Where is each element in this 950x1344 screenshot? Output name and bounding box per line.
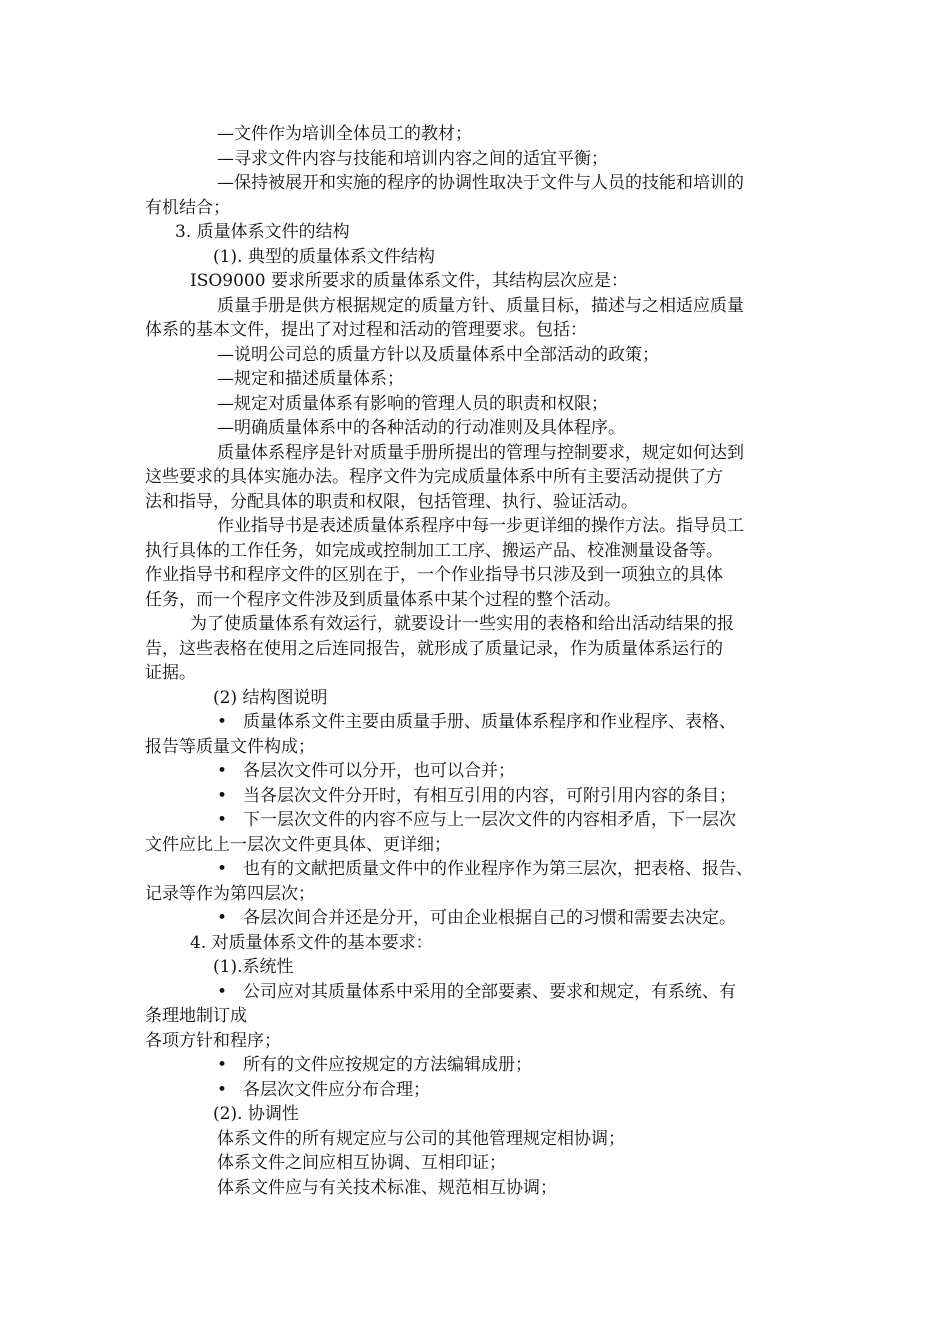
bullet-icon: •	[217, 712, 228, 732]
bullet-text: 也有的文献把质量文件中的作业程序作为第三层次，把表格、报告、	[243, 859, 753, 879]
text-line: 记录等作为第四层次；	[145, 883, 315, 904]
document-body	[145, 122, 810, 1200]
bullet-line	[145, 1078, 810, 1103]
bullet-text: 各层次文件可以分开，也可以合并；	[243, 761, 515, 781]
bullet-line	[145, 906, 810, 931]
bullet-icon: •	[217, 810, 228, 830]
bullet-icon: •	[217, 761, 228, 781]
bullet-icon: •	[217, 1079, 228, 1100]
text-line: 体系文件之间应相互协调、互相印证；	[217, 1153, 506, 1173]
text-line: 质量手册是供方根据规定的质量方针、质量目标，描述与之相适应质量	[217, 295, 744, 316]
bullet-line	[145, 710, 810, 735]
text-line: 条理地制订成	[145, 1006, 247, 1026]
text-line: —保持被展开和实施的程序的协调性取决于文件与人员的技能和培训的	[217, 173, 744, 193]
text-line: 任务，而一个程序文件涉及到质量体系中某个过程的整个活动。	[145, 589, 621, 610]
bullet-icon: •	[217, 859, 228, 879]
bullet-text: 公司应对其质量体系中采用的全部要素、要求和规定，有系统、有	[243, 981, 736, 1002]
text-line: 有机结合；	[145, 197, 230, 218]
text-line: 作业指导书和程序文件的区别在于，一个作业指导书只涉及到一项独立的具体	[145, 565, 723, 585]
text-line: —明确质量体系中的各种活动的行动准则及具体程序。	[217, 418, 625, 438]
text-line: —寻求文件内容与技能和培训内容之间的适宜平衡；	[217, 148, 608, 169]
bullet-text: 各层次间合并还是分开，可由企业根据自己的习惯和需要去决定。	[243, 908, 736, 928]
text-line: 体系文件应与有关技术标准、规范相互协调；	[217, 1177, 557, 1198]
text-line: —文件作为培训全体员工的教材；	[217, 124, 472, 144]
bullet-text: 当各层次文件分开时，有相互引用的内容，可附引用内容的条目；	[243, 785, 736, 806]
text-line: 文件应比上一层次文件更具体、更详细；	[145, 834, 451, 855]
bullet-line	[145, 980, 810, 1005]
text-line: 这些要求的具体实施办法。程序文件为完成质量体系中所有主要活动提供了方	[145, 467, 723, 487]
text-line: ISO9000 要求所要求的质量体系文件，其结构层次应是：	[190, 271, 628, 291]
text-line: 执行具体的工作任务，如完成或控制加工工序、搬运产品、校准测量设备等。	[145, 540, 723, 561]
subsection-heading: (2) 结构图说明	[213, 687, 328, 708]
bullet-icon: •	[217, 908, 228, 928]
text-line: —说明公司总的质量方针以及质量体系中全部活动的政策；	[217, 344, 659, 365]
text-line: 质量体系程序是针对质量手册所提出的管理与控制要求，规定如何达到	[217, 442, 744, 463]
text-line: 体系文件的所有规定应与公司的其他管理规定相协调；	[217, 1128, 625, 1149]
bullet-line	[145, 1053, 810, 1078]
subsection-heading: (1). 典型的质量体系文件结构	[213, 246, 435, 267]
text-line: —规定对质量体系有影响的管理人员的职责和权限；	[217, 393, 608, 414]
text-line: 体系的基本文件，提出了对过程和活动的管理要求。包括：	[145, 320, 587, 340]
bullet-icon: •	[217, 981, 228, 1002]
bullet-icon: •	[217, 785, 228, 806]
text-line: 法和指导，分配具体的职责和权限，包括管理、执行、验证活动。	[145, 491, 638, 512]
bullet-text: 下一层次文件的内容不应与上一层次文件的内容相矛盾，下一层次	[243, 810, 736, 830]
subsection-heading: (1).系统性	[213, 957, 294, 977]
section-heading: 4. 对质量体系文件的基本要求：	[190, 932, 433, 953]
text-line: 作业指导书是表述质量体系程序中每一步更详细的操作方法。指导员工	[217, 516, 744, 536]
text-line: 报告等质量文件构成；	[145, 736, 315, 757]
subsection-heading: (2). 协调性	[213, 1104, 299, 1124]
section-heading: 3. 质量体系文件的结构	[175, 222, 350, 242]
bullet-text: 所有的文件应按规定的方法编辑成册；	[243, 1055, 532, 1075]
bullet-line	[145, 808, 810, 833]
bullet-line	[145, 784, 810, 809]
bullet-icon: •	[217, 1055, 228, 1075]
bullet-line	[145, 857, 810, 882]
text-line: 为了使质量体系有效运行，就要设计一些实用的表格和给出活动结果的报	[190, 614, 734, 634]
text-line: 证据。	[145, 663, 196, 683]
bullet-line	[145, 759, 810, 784]
text-line: —规定和描述质量体系；	[217, 369, 404, 389]
text-line: 各项方针和程序；	[145, 1030, 281, 1051]
bullet-text: 质量体系文件主要由质量手册、质量体系程序和作业程序、表格、	[243, 712, 736, 732]
text-line: 告，这些表格在使用之后连同报告，就形成了质量记录，作为质量体系运行的	[145, 638, 723, 659]
bullet-text: 各层次文件应分布合理；	[243, 1079, 430, 1100]
